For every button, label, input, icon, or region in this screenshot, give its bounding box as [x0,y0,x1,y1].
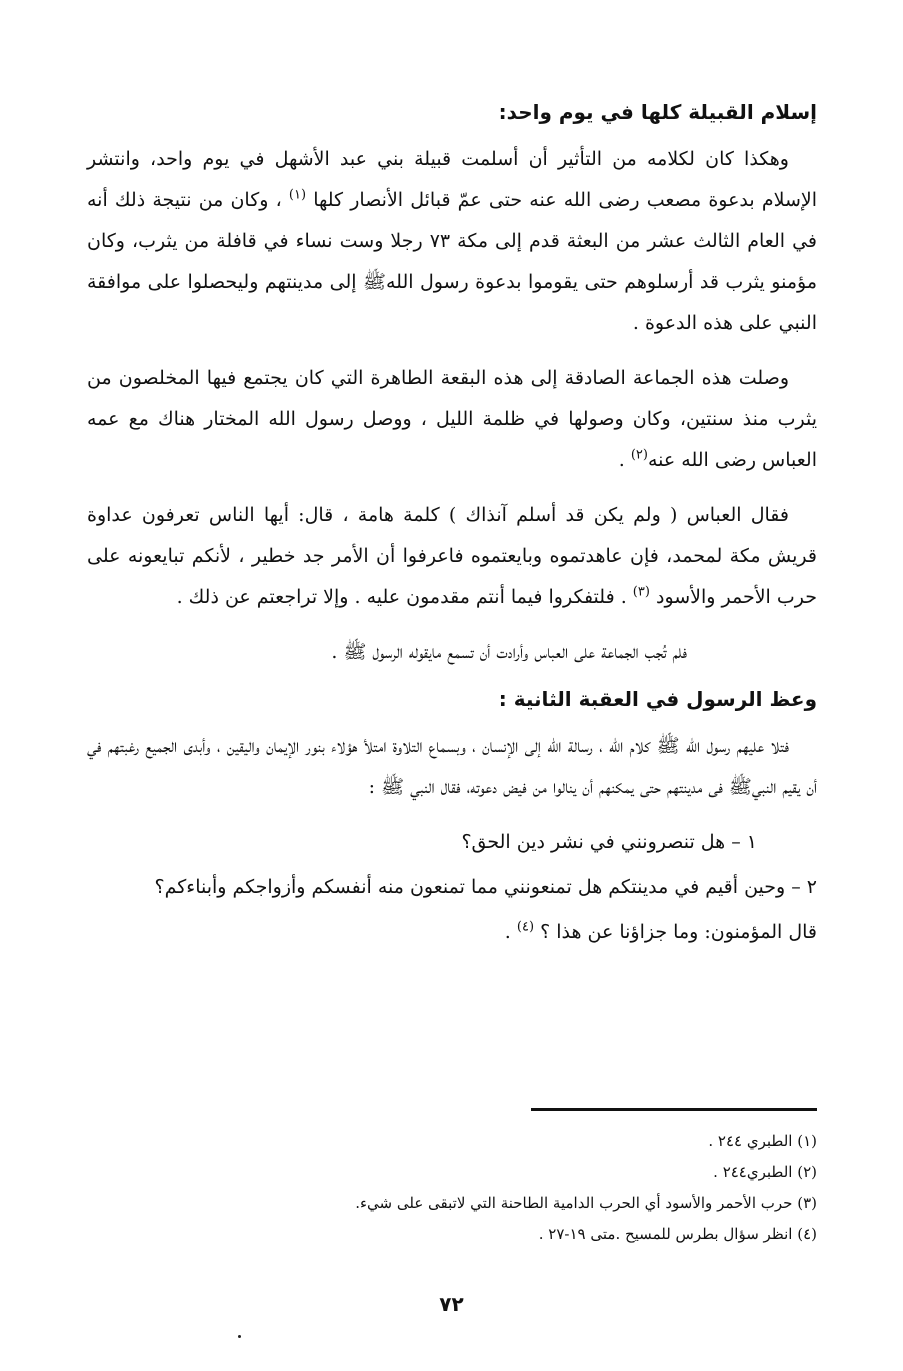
main-text [87,92,817,967]
paragraph-2 [87,358,817,481]
section-heading-2: وعظ الرسول في العقبة الثانية : [498,687,817,711]
footnote-2: (٢) الطبري٢٤٤ . [713,1163,817,1181]
page-number: ٧٢ [439,1292,464,1316]
footnote-1: (١) الطبري ٢٤٤ . [708,1132,817,1150]
answer-line [87,912,817,953]
paragraph-1-text-a: وهكذا كان لكلامه من التأثير أن أسلمت قبيلة بني عبد الأشهل في يوم واحد، وانتشر الإسلام بدعوة مصعب رضى الله عنه حتى عمّ قبائل الأنصار كلها [87,148,817,211]
paragraph-2-text-a: وصلت هذه الجماعة الصادقة إلى هذه البقعة الطاهرة التي كان يجتمع فيها المخلصون من يثرب منذ سنتين، وكان وصولها في ظلمة الليل ، ووصل رسول الله المختار هناك مع عمه العباس رضى الله عنه [87,367,817,471]
footnote-ref-3: (٣) [632,584,650,600]
paragraph-3-text-a: فقال العباس ( ولم يكن قد أسلم آنذاك ) كلمة هامة ، قال: أيها الناس تعرفون عداوة قريش مكة لمحمد، فإن عاهدتموه وبايعتموه فاعرفوا أن الأمر جد خطير ، لأنكم تبايعونه على حرب الأحمر والأسود [87,504,817,608]
footnote-4: (٤) انظر سؤال بطرس للمسيح .متى ١٩-٢٧ . [538,1225,817,1243]
footnote-ref-2: (٢) [630,447,648,463]
scan-speck [238,1335,241,1338]
paragraph-2-text-b: . [618,449,625,471]
paragraph-3-text-b: . فلتفكروا فيما أنتم مقدمون عليه . وإلا تراجعتم عن ذلك . [176,586,627,608]
answer-text-b: . [504,921,511,943]
paragraph-3 [87,495,817,618]
paragraph-1-text-b: ، وكان من نتيجة ذلك أنه في العام الثالث عشر من البعثة قدم إلى مكة ٧٣ رجلا وست نساء في قافلة من يثرب، وكان مؤمنو يثرب قد أرسلوهم حتى يقوموا بدعوة رسول اللهﷺ إلى مدينتهم وليحصلوا على موافقة النبي على هذه الدعوة . [87,189,817,334]
footnote-ref-1: (١) [288,187,307,203]
question-1: ١ – هل تنصرونني في نشر دين الحق؟ [461,831,757,853]
footnote-ref-4: (٤) [516,919,535,935]
footnote-3: (٣) حرب الأحمر والأسود أي الحرب الدامية الطاحنة التي لاتبقى على شيء. [355,1194,817,1212]
section-heading-1: إسلام القبيلة كلها في يوم واحد: [498,100,817,124]
paragraph-5: فتلا عليهم رسول الله ﷺ كلام الله ، رسالة الله إلى الإنسان ، وبسماع التلاوة امتلأ هؤلاء بنور الإيمان واليقين ، وأبدى الجميع رغبتهم في أن يقيم النبيﷺ فى مدينتهم حتى يمكنهم أن ينالوا من فيض دعوته، فقال النبي ﷺ : [87,735,817,798]
footnotes [87,1126,817,1250]
paragraph-4: فلم تُجب الجماعة على العباس وأرادت أن تسمع مايقوله الرسول ﷺ . [331,641,687,663]
answer-text-a: قال المؤمنون: وما جزاؤنا عن هذا ؟ [540,921,817,943]
question-2: ٢ – وحين أقيم في مدينتكم هل تمنعونني مما تمنعون منه أنفسكم وأزواجكم وأبناءكم؟ [154,876,817,898]
footnote-divider [531,1108,817,1111]
paragraph-1 [87,139,817,344]
